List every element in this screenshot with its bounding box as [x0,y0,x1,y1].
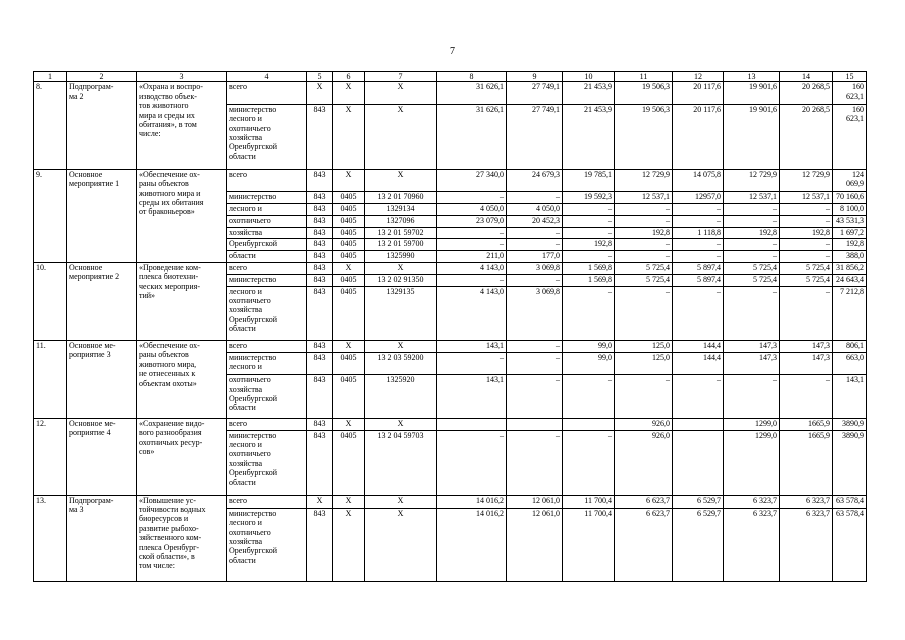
executor-cell: всего [227,340,307,352]
table-row [34,169,867,191]
executor-cell: министерство лесного и охотничьего хозяйства Оренбургской области [227,430,307,495]
amount-cell: 160 623,1 [833,82,867,104]
amount-cell: – [507,192,563,204]
amount-cell: – [615,286,673,340]
amount-cell: 19 592,3 [563,192,615,204]
table-row [34,262,867,274]
amount-cell: 177,0 [507,251,563,263]
amount-cell: 5 725,4 [615,274,673,286]
program-name: Основное мероприятие 2 [67,262,137,340]
amount-cell: 147,3 [724,352,780,374]
row-number: 13. [34,495,67,581]
amount-cell: – [724,215,780,227]
section-code: X [333,418,365,430]
target-article-code: 13 2 01 59700 [365,239,437,251]
amount-cell: 6 323,7 [780,495,833,508]
target-article-code: 1329134 [365,204,437,216]
amount-cell: 43 531,3 [833,215,867,227]
amount-cell: – [780,251,833,263]
column-header: 4 [227,72,307,82]
amount-cell: 192,8 [780,227,833,239]
amount-cell: 14 016,2 [437,508,507,581]
executor-cell: лесного и охотничьего хозяйства Оренбургской области [227,286,307,340]
amount-cell: 6 623,7 [615,495,673,508]
amount-cell: 12 729,9 [724,169,780,191]
target-article-code: X [365,340,437,352]
amount-cell: 12 537,1 [724,192,780,204]
amount-cell: 144,4 [673,352,724,374]
amount-cell: 6 323,7 [724,495,780,508]
column-header: 8 [437,72,507,82]
section-code: 0405 [333,251,365,263]
amount-cell: 21 453,9 [563,82,615,104]
section-code: 0405 [333,192,365,204]
section-code: 0405 [333,375,365,419]
grbs-code: X [307,82,333,104]
amount-cell: 63 578,4 [833,495,867,508]
amount-cell: – [563,286,615,340]
amount-cell: 20 268,5 [780,104,833,169]
executor-cell: министерство лесного и [227,352,307,374]
amount-cell: – [673,286,724,340]
section-code: 0405 [333,204,365,216]
amount-cell: – [507,239,563,251]
amount-cell: 19 506,3 [615,104,673,169]
amount-cell: 143,1 [437,340,507,352]
section-code: X [333,508,365,581]
amount-cell: 5 725,4 [724,274,780,286]
program-description: «Обеспечение ох- раны объектов животного мира и среды их обитания от браконьеров» [137,169,227,262]
amount-cell: 14 016,2 [437,495,507,508]
grbs-code: 843 [307,262,333,274]
amount-cell: 125,0 [615,352,673,374]
amount-cell: 1 569,8 [563,274,615,286]
header-row [34,72,867,82]
section-code: X [333,104,365,169]
amount-cell: 5 725,4 [780,274,833,286]
target-article-code: X [365,508,437,581]
table-row [34,340,867,352]
amount-cell: – [437,352,507,374]
amount-cell: 663,0 [833,352,867,374]
executor-cell: охотничьего хозяйства Оренбургской области [227,375,307,419]
amount-cell: 5 897,4 [673,274,724,286]
amount-cell: 24 679,3 [507,169,563,191]
table-row [34,82,867,104]
amount-cell: 192,8 [563,239,615,251]
column-header: 11 [615,72,673,82]
amount-cell: 14 075,8 [673,169,724,191]
column-header: 12 [673,72,724,82]
amount-cell: 192,8 [615,227,673,239]
program-description: «Сохранение видо- вого разнообразия охотничьих ресур- сов» [137,418,227,495]
program-name: Основное ме- роприятие 3 [67,340,137,418]
executor-cell: министерство [227,274,307,286]
grbs-code: 843 [307,430,333,495]
section-code: 0405 [333,274,365,286]
amount-cell: 19 901,6 [724,82,780,104]
amount-cell: 926,0 [615,418,673,430]
grbs-code: 843 [307,192,333,204]
amount-cell: – [724,251,780,263]
program-description: «Обеспечение ох- раны объектов животного мира, не отнесенных к объектам охоты» [137,340,227,418]
executor-cell: министерство лесного и охотничьего хозяйства Оренбургской области [227,104,307,169]
program-name: Подпрограм- ма 3 [67,495,137,581]
executor-cell: охотничьего [227,215,307,227]
amount-cell: – [563,215,615,227]
amount-cell: – [780,204,833,216]
amount-cell: – [437,430,507,495]
amount-cell: 1 697,2 [833,227,867,239]
amount-cell: 4 050,0 [507,204,563,216]
executor-cell: министерство лесного и охотничьего хозяйства Оренбургской области [227,508,307,581]
grbs-code: 843 [307,104,333,169]
amount-cell: 12 061,0 [507,508,563,581]
target-article-code: X [365,418,437,430]
section-code: X [333,82,365,104]
amount-cell: – [780,375,833,419]
amount-cell: 12 729,9 [780,169,833,191]
row-number: 8. [34,82,67,169]
amount-cell: 70 160,6 [833,192,867,204]
amount-cell: – [437,192,507,204]
program-name: Основное мероприятие 1 [67,169,137,262]
amount-cell: – [780,215,833,227]
amount-cell: – [563,430,615,495]
target-article-code: 13 2 01 70960 [365,192,437,204]
amount-cell: 6 529,7 [673,495,724,508]
amount-cell: – [615,215,673,227]
amount-cell: 99,0 [563,340,615,352]
amount-cell: 926,0 [615,430,673,495]
amount-cell: 3890,9 [833,430,867,495]
executor-cell: всего [227,262,307,274]
amount-cell: – [507,340,563,352]
amount-cell: 3890,9 [833,418,867,430]
executor-cell: всего [227,169,307,191]
amount-cell: 5 725,4 [724,262,780,274]
section-code: 0405 [333,239,365,251]
amount-cell: 5 725,4 [615,262,673,274]
amount-cell: 21 453,9 [563,104,615,169]
amount-cell: 147,3 [780,340,833,352]
grbs-code: 843 [307,227,333,239]
amount-cell: – [673,204,724,216]
target-article-code: X [365,104,437,169]
section-code: X [333,169,365,191]
target-article-code: 1327096 [365,215,437,227]
row-number: 12. [34,418,67,495]
executor-cell: всего [227,418,307,430]
row-number: 10. [34,262,67,340]
amount-cell: – [563,251,615,263]
amount-cell: 806,1 [833,340,867,352]
amount-cell: 27 749,1 [507,82,563,104]
amount-cell: 143,1 [437,375,507,419]
amount-cell: 31 856,2 [833,262,867,274]
column-header: 15 [833,72,867,82]
target-article-code: 1325920 [365,375,437,419]
grbs-code: 843 [307,251,333,263]
amount-cell: 4 143,0 [437,262,507,274]
amount-cell: 23 079,0 [437,215,507,227]
program-description: «Проведение ком- плекса биотехни- ческих мероприя- тий» [137,262,227,340]
section-code: 0405 [333,215,365,227]
amount-cell: 24 643,4 [833,274,867,286]
amount-cell: 124 069,9 [833,169,867,191]
amount-cell: 5 897,4 [673,262,724,274]
amount-cell: 125,0 [615,340,673,352]
amount-cell: 1299,0 [724,418,780,430]
target-article-code: 1325990 [365,251,437,263]
grbs-code: 843 [307,239,333,251]
amount-cell: 1665,9 [780,430,833,495]
target-article-code: 1329135 [365,286,437,340]
section-code: 0405 [333,286,365,340]
target-article-code: 13 2 03 59200 [365,352,437,374]
column-header: 5 [307,72,333,82]
amount-cell: 6 623,7 [615,508,673,581]
executor-cell: лесного и [227,204,307,216]
section-code: X [333,340,365,352]
amount-cell: – [615,239,673,251]
column-header: 14 [780,72,833,82]
executor-cell: области [227,251,307,263]
amount-cell: 31 626,1 [437,82,507,104]
program-name: Основное ме- роприятие 4 [67,418,137,495]
amount-cell: 12 537,1 [615,192,673,204]
amount-cell: 11 700,4 [563,495,615,508]
target-article-code: 13 2 01 59702 [365,227,437,239]
executor-cell: всего [227,495,307,508]
amount-cell: 3 069,8 [507,262,563,274]
grbs-code: 843 [307,352,333,374]
amount-cell: – [724,286,780,340]
amount-cell: 6 323,7 [724,508,780,581]
amount-cell: 20 452,3 [507,215,563,227]
program-description: «Охрана и воспро- изводство объек- тов животного мира и среды их обитания», в том числе: [137,82,227,169]
amount-cell: 211,0 [437,251,507,263]
column-header: 7 [365,72,437,82]
column-header: 6 [333,72,365,82]
amount-cell: – [615,375,673,419]
amount-cell: – [615,251,673,263]
row-number: 9. [34,169,67,262]
amount-cell: – [563,227,615,239]
amount-cell: 1 569,8 [563,262,615,274]
grbs-code: 843 [307,375,333,419]
budget-table [33,71,867,582]
amount-cell: 5 725,4 [780,262,833,274]
amount-cell: 11 700,4 [563,508,615,581]
amount-cell: 7 212,8 [833,286,867,340]
table-row [34,495,867,508]
column-header: 1 [34,72,67,82]
amount-cell: 6 323,7 [780,508,833,581]
amount-cell: – [615,204,673,216]
amount-cell: – [563,204,615,216]
executor-cell: хозяйства [227,227,307,239]
column-header: 10 [563,72,615,82]
amount-cell: 12957,0 [673,192,724,204]
amount-cell: – [724,239,780,251]
amount-cell: – [507,430,563,495]
grbs-code: 843 [307,508,333,581]
amount-cell: 99,0 [563,352,615,374]
grbs-code: 843 [307,418,333,430]
amount-cell [437,418,507,430]
amount-cell: 31 626,1 [437,104,507,169]
amount-cell: 147,3 [780,352,833,374]
section-code: 0405 [333,430,365,495]
amount-cell: – [437,239,507,251]
amount-cell: 1665,9 [780,418,833,430]
amount-cell: – [780,286,833,340]
section-code: X [333,262,365,274]
amount-cell: – [563,375,615,419]
amount-cell: – [780,239,833,251]
target-article-code: X [365,262,437,274]
amount-cell: 1 118,8 [673,227,724,239]
amount-cell: 19 506,3 [615,82,673,104]
grbs-code: 843 [307,340,333,352]
target-article-code: 13 2 02 91350 [365,274,437,286]
amount-cell: – [673,375,724,419]
amount-cell: 20 268,5 [780,82,833,104]
executor-cell: министерство [227,192,307,204]
amount-cell: 8 100,0 [833,204,867,216]
target-article-code: X [365,169,437,191]
section-code: X [333,495,365,508]
target-article-code: X [365,82,437,104]
amount-cell: – [724,375,780,419]
grbs-code: 843 [307,215,333,227]
row-number: 11. [34,340,67,418]
section-code: 0405 [333,227,365,239]
page-number: 7 [450,46,455,57]
table-row [34,418,867,430]
amount-cell [507,418,563,430]
target-article-code: X [365,495,437,508]
amount-cell [563,418,615,430]
amount-cell: – [673,239,724,251]
amount-cell: 27 749,1 [507,104,563,169]
amount-cell: – [673,215,724,227]
amount-cell: – [507,352,563,374]
amount-cell: 4 143,0 [437,286,507,340]
column-header: 3 [137,72,227,82]
amount-cell: 6 529,7 [673,508,724,581]
amount-cell: 3 069,8 [507,286,563,340]
grbs-code: 843 [307,274,333,286]
target-article-code: 13 2 04 59703 [365,430,437,495]
amount-cell: 12 537,1 [780,192,833,204]
amount-cell: 20 117,6 [673,82,724,104]
amount-cell: 144,4 [673,340,724,352]
grbs-code: 843 [307,286,333,340]
amount-cell: 12 729,9 [615,169,673,191]
column-header: 9 [507,72,563,82]
column-header: 13 [724,72,780,82]
program-name: Подпрограм- ма 2 [67,82,137,169]
amount-cell: 19 901,6 [724,104,780,169]
amount-cell: 4 050,0 [437,204,507,216]
column-header: 2 [67,72,137,82]
amount-cell: 143,1 [833,375,867,419]
amount-cell: 160 623,1 [833,104,867,169]
amount-cell: – [437,227,507,239]
amount-cell: 63 578,4 [833,508,867,581]
section-code: 0405 [333,352,365,374]
amount-cell: 12 061,0 [507,495,563,508]
amount-cell: – [724,204,780,216]
grbs-code: 843 [307,169,333,191]
executor-cell: Оренбургской [227,239,307,251]
grbs-code: 843 [307,204,333,216]
amount-cell: 192,8 [833,239,867,251]
amount-cell: 27 340,0 [437,169,507,191]
amount-cell: – [507,375,563,419]
amount-cell: 20 117,6 [673,104,724,169]
amount-cell [673,418,724,430]
amount-cell: 388,0 [833,251,867,263]
program-description: «Повышение ус- тойчивости водных биоресурсов и развитие рыбохо- зяйственного ком- плекса Оренбург- ской области», в том числе: [137,495,227,581]
amount-cell: 19 785,1 [563,169,615,191]
amount-cell: 192,8 [724,227,780,239]
grbs-code: X [307,495,333,508]
amount-cell: – [507,274,563,286]
amount-cell: – [437,274,507,286]
amount-cell: – [673,251,724,263]
amount-cell [673,430,724,495]
amount-cell: 1299,0 [724,430,780,495]
amount-cell: 147,3 [724,340,780,352]
amount-cell: – [507,227,563,239]
executor-cell: всего [227,82,307,104]
